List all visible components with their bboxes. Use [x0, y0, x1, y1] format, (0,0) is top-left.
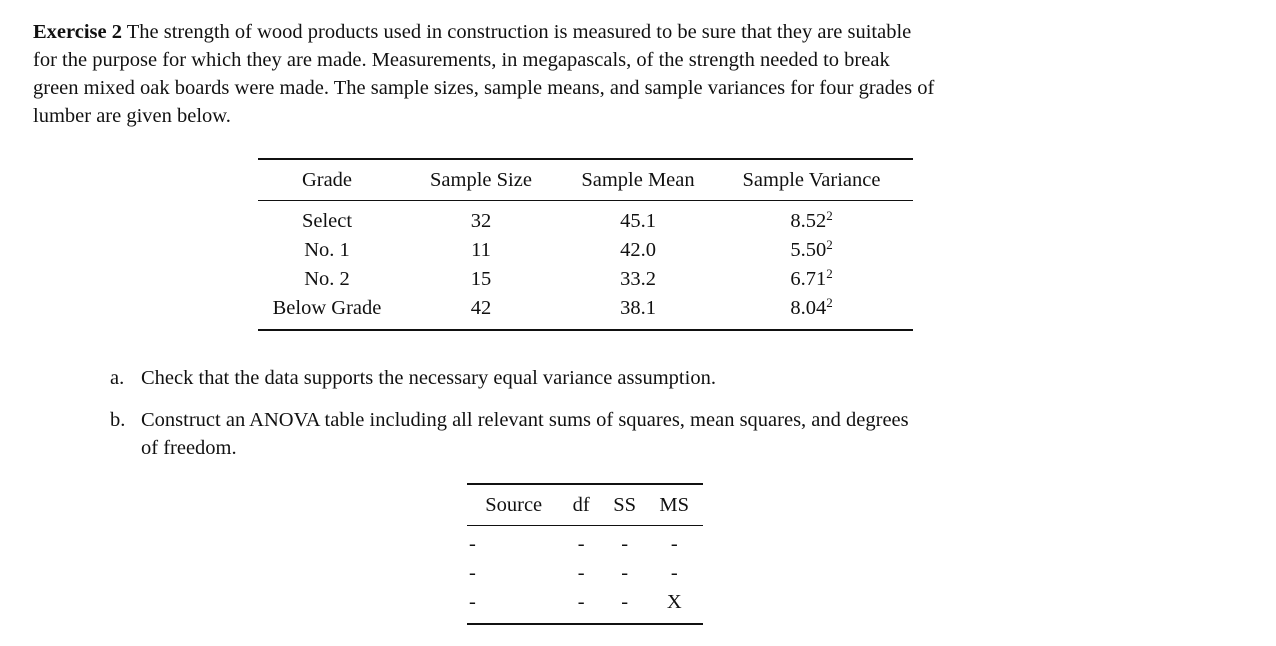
- table-row: [258, 236, 913, 265]
- question-a: [110, 364, 1110, 392]
- grade-table: [258, 158, 913, 331]
- cell-mean: 33.2: [620, 268, 656, 290]
- cell-size: 15: [470, 268, 492, 290]
- exercise-line-4: lumber are given below.: [33, 105, 231, 127]
- cell-variance: [710, 201, 913, 237]
- table-row: [258, 265, 913, 294]
- variance-exponent: 2: [826, 266, 833, 281]
- question-b: [110, 406, 1110, 462]
- grade-table-header-row: [258, 159, 913, 201]
- cell-df: -: [577, 591, 585, 613]
- anova-header-row: [467, 484, 703, 526]
- variance-base: 5.50: [790, 239, 827, 261]
- cell-ms: -: [670, 562, 678, 584]
- cell-size: 32: [470, 210, 492, 232]
- header-sample-variance: Sample Variance: [742, 168, 881, 191]
- question-a-label: a.: [110, 367, 125, 389]
- header-grade: Grade: [301, 168, 353, 191]
- question-a-text: Check that the data supports the necessary equal variance assumption.: [141, 367, 716, 389]
- cell-size: 42: [470, 297, 492, 319]
- exercise-line-3: green mixed oak boards were made. The sample sizes, sample means, and sample variances for four grades of: [33, 77, 935, 99]
- table-row: [467, 559, 703, 588]
- cell-ss: -: [621, 591, 629, 613]
- cell-grade: Select: [301, 210, 353, 232]
- cell-mean: 45.1: [620, 210, 656, 232]
- table-row: [467, 588, 703, 624]
- header-ss: SS: [613, 493, 637, 516]
- variance-base: 8.52: [790, 210, 827, 232]
- variance-exponent: 2: [826, 237, 833, 252]
- cell-variance: [710, 265, 913, 294]
- cell-ms: X: [666, 591, 682, 613]
- variance-exponent: 2: [826, 295, 833, 310]
- variance-base: 6.71: [790, 268, 827, 290]
- header-sample-size: Sample Size: [430, 168, 532, 191]
- cell-grade: No. 1: [304, 239, 350, 261]
- exercise-label: Exercise 2: [33, 21, 122, 43]
- table-row: [258, 201, 913, 237]
- cell-grade: Below Grade: [272, 297, 382, 319]
- variance-base: 8.04: [790, 297, 827, 319]
- exercise-statement: [33, 18, 1148, 130]
- cell-source: -: [469, 591, 476, 613]
- cell-mean: 38.1: [620, 297, 656, 319]
- header-sample-mean: Sample Mean: [581, 168, 695, 191]
- table-row: [258, 294, 913, 330]
- cell-df: -: [577, 562, 585, 584]
- header-ms: MS: [659, 493, 690, 516]
- cell-mean: 42.0: [620, 239, 656, 261]
- exercise-text-1: The strength of wood products used in construction is measured to be sure that they are suitable: [126, 21, 912, 43]
- cell-variance: [710, 294, 913, 330]
- exercise-line-2: for the purpose for which they are made. Measurements, in megapascals, of the strength needed to break: [33, 49, 890, 71]
- question-b-text-line-1: Construct an ANOVA table including all relevant sums of squares, mean squares, and degrees: [141, 409, 909, 431]
- cell-source: -: [469, 562, 476, 584]
- cell-ss: -: [621, 562, 629, 584]
- cell-source: -: [469, 533, 476, 555]
- question-b-label: b.: [110, 409, 126, 431]
- cell-size: 11: [471, 239, 491, 261]
- anova-table: [467, 483, 703, 625]
- cell-grade: No. 2: [304, 268, 350, 290]
- questions-list: [110, 364, 1110, 462]
- header-source: Source: [485, 493, 543, 516]
- question-b-text-line-2: of freedom.: [141, 437, 237, 459]
- cell-ms: -: [670, 533, 678, 555]
- variance-exponent: 2: [826, 208, 833, 223]
- header-df: df: [572, 493, 590, 516]
- cell-df: -: [577, 533, 585, 555]
- cell-ss: -: [621, 533, 629, 555]
- table-row: [467, 526, 703, 560]
- exercise-line-1: [33, 18, 1148, 46]
- cell-variance: [710, 236, 913, 265]
